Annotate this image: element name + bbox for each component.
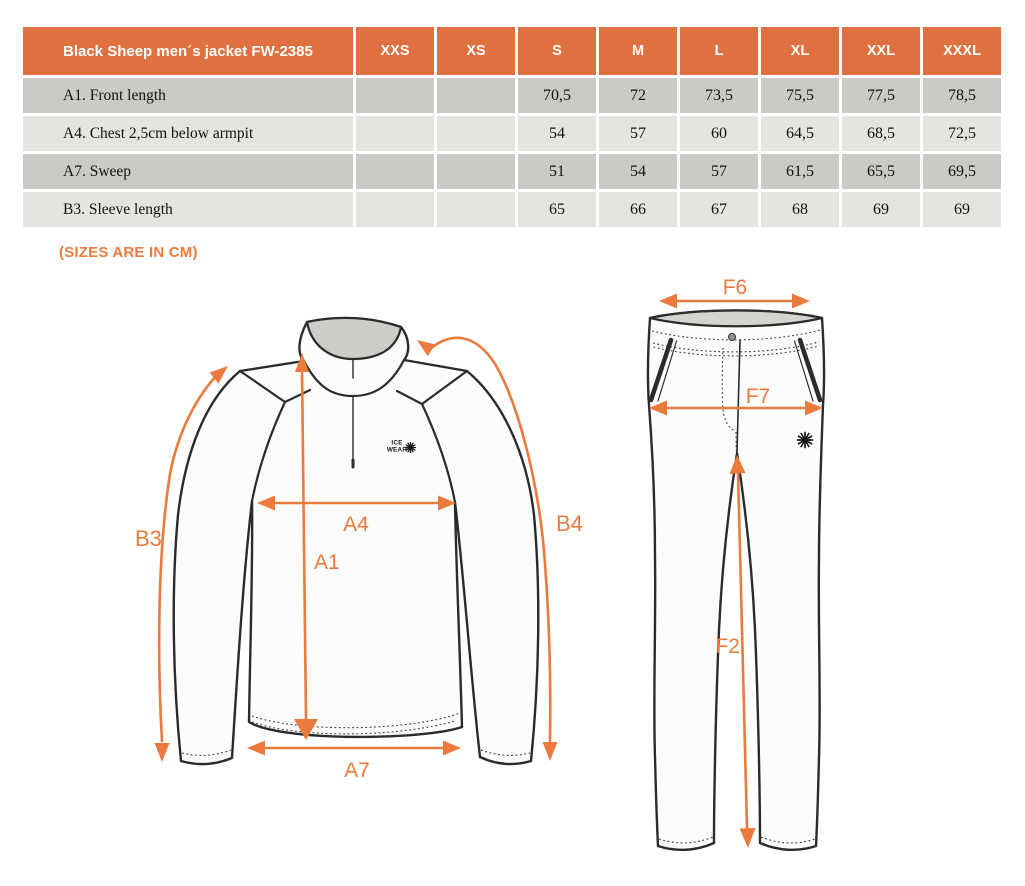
f6-measure-arrow	[659, 276, 810, 309]
a7-measure-arrow	[247, 741, 461, 783]
pants-drawing	[648, 276, 824, 850]
cell: 69,5	[923, 154, 1001, 189]
cell: 65	[518, 192, 596, 227]
pants-outline	[648, 311, 824, 850]
size-header-xs: XS	[437, 27, 515, 75]
units-note: (SIZES ARE IN CM)	[59, 244, 198, 261]
cell: 61,5	[761, 154, 839, 189]
cell: 57	[599, 116, 677, 151]
cell: 57	[680, 154, 758, 189]
cell: 54	[599, 154, 677, 189]
cell: 69	[842, 192, 920, 227]
size-header-xxl: XXL	[842, 27, 920, 75]
waist-button	[728, 333, 735, 340]
cell: 72,5	[923, 116, 1001, 151]
cell: 64,5	[761, 116, 839, 151]
size-header-xxs: XXS	[356, 27, 434, 75]
f6-label: F6	[722, 276, 748, 299]
b3-label: B3	[135, 526, 162, 551]
cell: 68,5	[842, 116, 920, 151]
table-title: Black Sheep men´s jacket FW-2385	[23, 27, 353, 75]
cell: 70,5	[518, 78, 596, 113]
a7-label: A7	[344, 759, 370, 782]
row-label: A1. Front length	[23, 78, 353, 113]
cell: 66	[599, 192, 677, 227]
cell: 72	[599, 78, 677, 113]
cell: 60	[680, 116, 758, 151]
cell: 77,5	[842, 78, 920, 113]
f7-label: F7	[745, 385, 771, 408]
size-header-m: M	[599, 27, 677, 75]
b4-label: B4	[556, 511, 583, 536]
row-label: A4. Chest 2,5cm below armpit	[23, 116, 353, 151]
a1-label: A1	[314, 551, 340, 574]
cell: 65,5	[842, 154, 920, 189]
logo-text-line2: WEAR	[386, 446, 408, 454]
jacket-drawing	[135, 318, 583, 782]
row-label: B3. Sleeve length	[23, 192, 353, 227]
cell: 73,5	[680, 78, 758, 113]
cell: 69	[923, 192, 1001, 227]
cell: 51	[518, 154, 596, 189]
cell: 68	[761, 192, 839, 227]
a4-label: A4	[343, 513, 369, 536]
size-header-xxxl: XXXL	[923, 27, 1001, 75]
logo-text-line1: ICE	[391, 439, 403, 447]
cell: 67	[680, 192, 758, 227]
row-label: A7. Sweep	[23, 154, 353, 189]
jacket-outline	[174, 318, 539, 764]
size-header-xl: XL	[761, 27, 839, 75]
cell: 78,5	[923, 78, 1001, 113]
size-header-s: S	[518, 27, 596, 75]
size-header-l: L	[680, 27, 758, 75]
cell: 54	[518, 116, 596, 151]
cell: 75,5	[761, 78, 839, 113]
f2-label: F2	[715, 635, 740, 658]
